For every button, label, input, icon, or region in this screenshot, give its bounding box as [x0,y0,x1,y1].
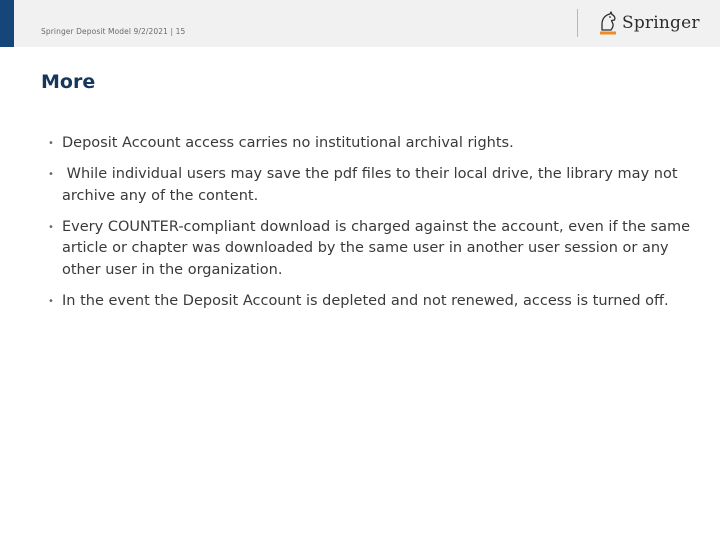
springer-horse-logo-icon [598,10,618,36]
list-item [48,164,698,207]
list-item [48,217,698,282]
bullet-text: Deposit Account access carries no institutional archival rights. [62,135,514,151]
springer-logo [598,10,700,36]
list-item [48,133,698,155]
bullet-marker: • [48,295,54,307]
bullet-marker: • [48,169,54,180]
list-item [48,291,698,313]
bullet-text: While individual users may save the pdf files to their local drive, the library may not archive any of the content. [62,166,683,204]
footer-text: Springer Deposit Model 9/2/2021 | 15 [41,27,186,36]
bullet-list [48,133,698,322]
bullet-text: In the event the Deposit Account is depleted and not renewed, access is turned off. [62,292,669,309]
slide-title: More [41,71,96,93]
bullet-text: Every COUNTER-compliant download is charged against the account, even if the same article or chapter was downloaded by the same user in another user session or any other user in the organization. [62,218,691,278]
left-accent-bar [0,0,14,47]
header-divider [577,9,578,37]
bullet-marker: • [48,221,54,233]
bullet-marker: • [48,138,54,149]
springer-wordmark: Springer [622,13,700,33]
